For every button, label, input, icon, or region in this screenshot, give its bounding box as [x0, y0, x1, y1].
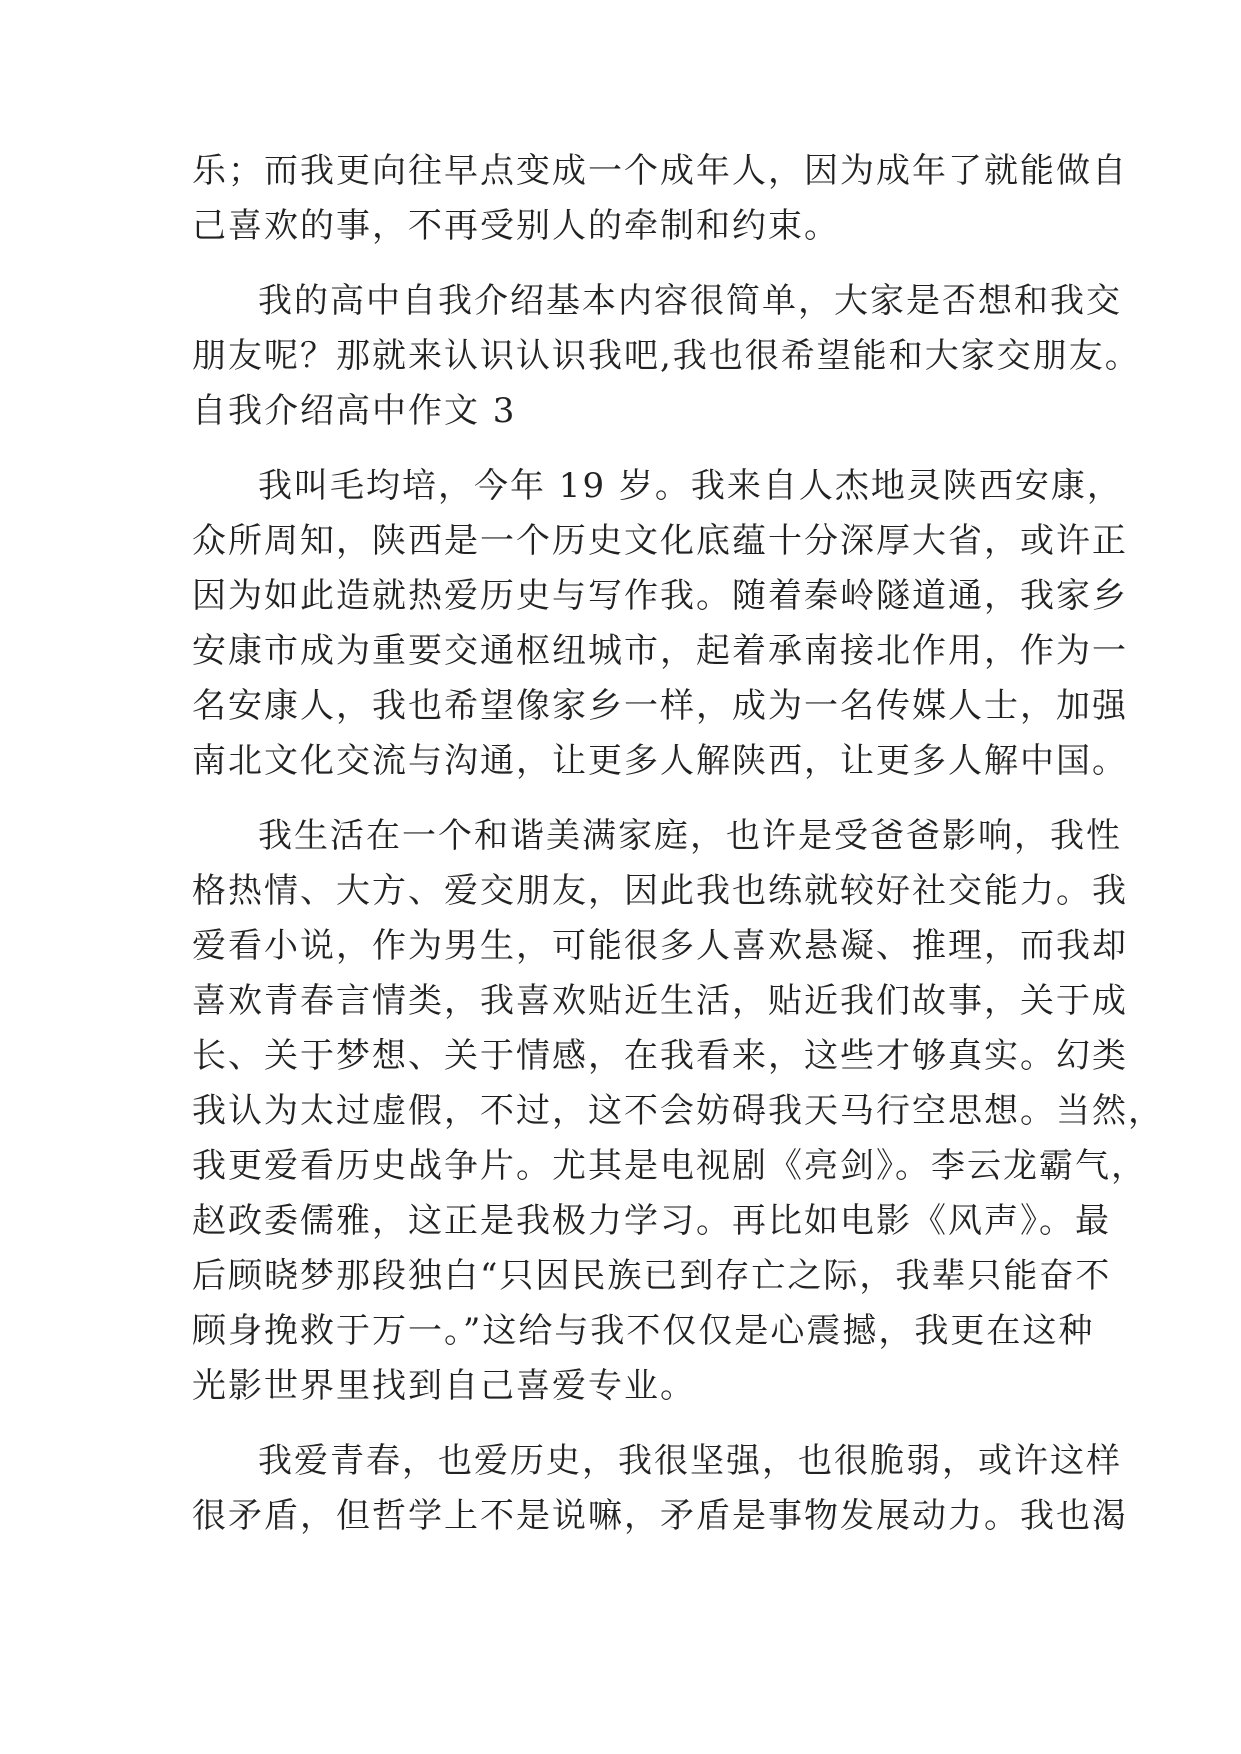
paragraph-start-line: 我爱青春，也爱历史，我很坚强，也很脆弱，或许这样	[258, 1441, 1122, 1481]
section-heading: 自我介绍高中作文 3	[192, 391, 517, 431]
text-line: 后顾晓梦那段独白“只因民族已到存亡之际，我辈只能奋不	[192, 1256, 1112, 1296]
text-line: 因为如此造就热爱历史与写作我。随着秦岭隧道通，我家乡	[192, 576, 1128, 616]
text-line: 朋友呢？那就来认识认识我吧,我也很希望能和大家交朋友。	[192, 336, 1141, 376]
text-line: 很矛盾，但哲学上不是说嘛，矛盾是事物发展动力。我也渴	[192, 1496, 1128, 1536]
text-line: 乐；而我更向往早点变成一个成年人，因为成年了就能做自	[192, 151, 1128, 191]
text-line: 我更爱看历史战争片。尤其是电视剧《亮剑》。李云龙霸气，	[192, 1146, 1147, 1186]
text-line: 赵政委儒雅，这正是我极力学习。再比如电影《风声》。最	[192, 1201, 1111, 1241]
text-line: 光影世界里找到自己喜爱专业。	[192, 1366, 696, 1406]
text-line: 安康市成为重要交通枢纽城市，起着承南接北作用，作为一	[192, 631, 1128, 671]
paragraph-start-line: 我叫毛均培，今年 19 岁。我来自人杰地灵陕西安康，	[258, 466, 1123, 506]
text-line: 格热情、大方、爱交朋友，因此我也练就较好社交能力。我	[192, 871, 1128, 911]
text-line: 众所周知，陕西是一个历史文化底蕴十分深厚大省，或许正	[192, 521, 1128, 561]
text-line: 我认为太过虚假，不过，这不会妨碍我天马行空思想。当然，	[192, 1091, 1164, 1131]
paragraph-start-line: 我的高中自我介绍基本内容很简单，大家是否想和我交	[258, 281, 1122, 321]
paragraph-start-line: 我生活在一个和谐美满家庭，也许是受爸爸影响，我性	[258, 816, 1122, 856]
text-line: 己喜欢的事，不再受别人的牵制和约束。	[192, 206, 840, 246]
text-line: 名安康人，我也希望像家乡一样，成为一名传媒人士，加强	[192, 686, 1128, 726]
text-line: 顾身挽救于万一。”这给与我不仅仅是心震撼，我更在这种	[192, 1311, 1095, 1351]
text-line: 南北文化交流与沟通，让更多人解陕西，让更多人解中国。	[192, 741, 1128, 781]
text-line: 长、关于梦想、关于情感，在我看来，这些才够真实。幻类	[192, 1036, 1128, 1076]
text-line: 喜欢青春言情类，我喜欢贴近生活，贴近我们故事，关于成	[192, 981, 1128, 1021]
text-line: 爱看小说，作为男生，可能很多人喜欢悬凝、推理，而我却	[192, 926, 1128, 966]
